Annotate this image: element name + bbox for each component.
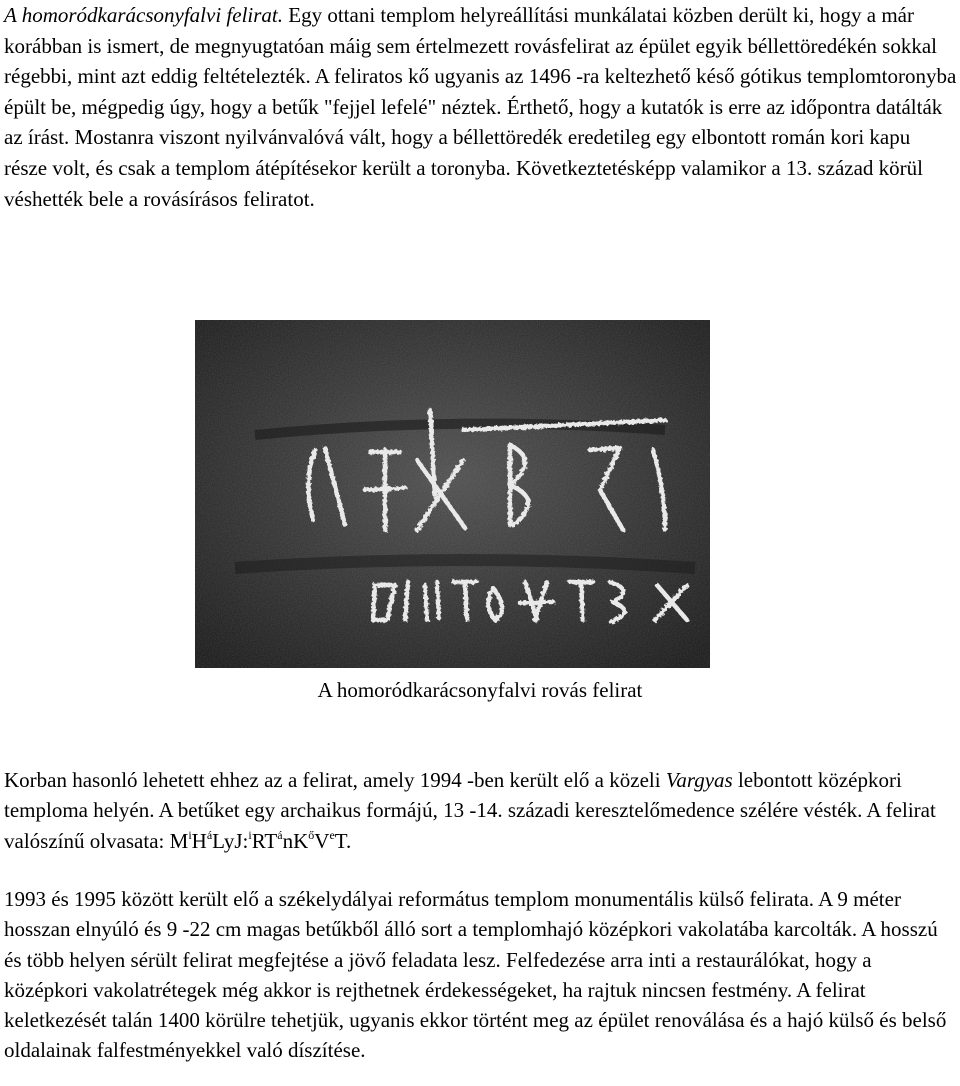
paragraph-text-a: Korban hasonló lehetett ehhez az a felirat, amely 1994 -ben került elő a közeli (4, 768, 666, 792)
paragraph-title: A homoródkarácsonyfalvi felirat. (4, 3, 283, 27)
paragraph-vargyas (4, 765, 958, 856)
runic-inscription-photo (195, 320, 710, 668)
figure-caption: A homoródkarácsonyfalvi rovás felirat (317, 678, 643, 702)
place-name: Vargyas (665, 768, 733, 792)
paragraph-szekelydalya: 1993 és 1995 között került elő a székelydályai református templom monumentális külső felirata. A 9 méter hosszan elnyúló és 9 -22 cm magas betűkből álló sort a templomhajó középkori vakolatába karcolták. A hosszú és több helyen sérült felirat megfejtése a jövő feladata lesz. Felfedezése arra inti a restaurálókat, hogy a középkori vakolatrétegek még akkor is rejthetnek érdekességeket, ha rajtuk nincsen festmény. A felirat keletkezését talán 1400 körülre tehetjük, ugyanis ekkor történt meg az épület renoválása és a hajó külső és belső oldalainak falfestményekkel való díszítése. (4, 887, 947, 1063)
paragraph-body: Egy ottani templom helyreállítási munkálatai közben derült ki, hogy a már korábban is ismert, de megnyugtatóan máig sem értelmezett rovásfelirat az épület egyik béllettöredékén sokkal régebbi, mint azt eddig feltételezték. A feliratos kő ugyanis az 1496 -ra keltezhető késő gótikus templomtoronyba épült be, mégpedig úgy, hogy a betűk "fejjel lefelé" néztek. Érthető, hogy a kutatók is erre az időpontra datálták az írást. Mostanra viszont nyilvánvalóvá vált, hogy a béllettöredék eredetileg egy elbontott román kori kapu része volt, és csak a templom átépítésekor került a toronyba. Következtetésképp valamikor a 13. század körül véshették bele a rovásírásos feliratot. (4, 3, 957, 211)
carved-stone-image (195, 320, 710, 668)
paragraph-homorodkaracsonyfalva (4, 0, 958, 214)
reading-formula: $M^iH^áLyJ:^iRT^ánK^őVeT$. (169, 827, 352, 853)
paragraph-text-b: lebontott középkori temploma helyén. A betűket egy archaikus formájú, 13 -14. századi keresztelőmedence szélére vésték. A felirat valószínű olvasata: (4, 768, 936, 853)
